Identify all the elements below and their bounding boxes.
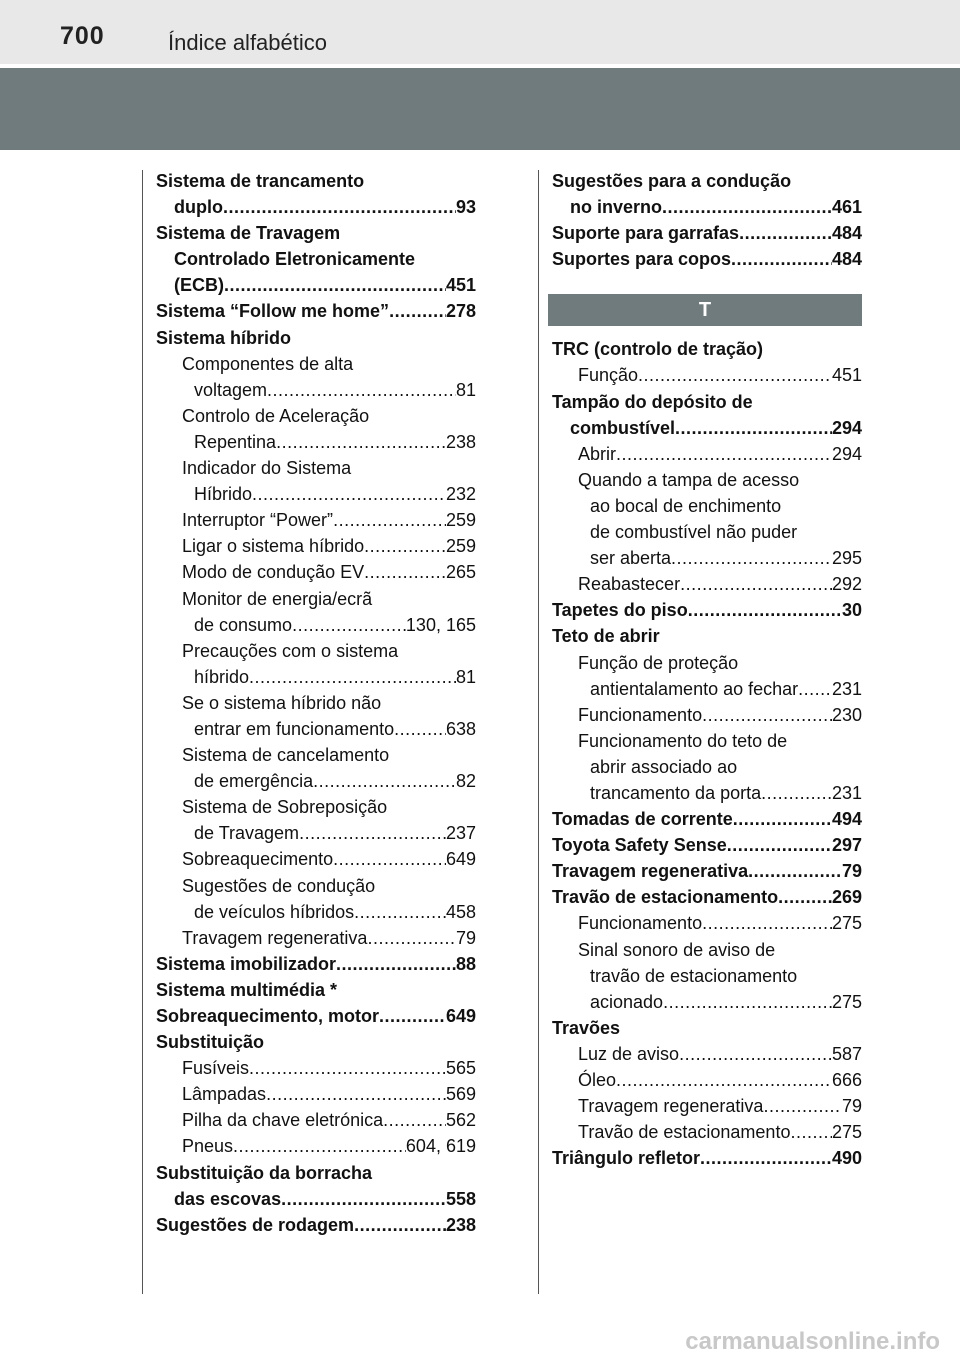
index-entry-label: Sistema de cancelamento <box>182 745 390 766</box>
index-entry-label: Abrir <box>578 443 617 464</box>
index-entry-page: 265 <box>445 562 476 583</box>
index-entry <box>552 650 862 676</box>
index-entry <box>552 623 862 649</box>
dot-leader <box>688 597 842 623</box>
index-entry-label: das escovas <box>174 1188 282 1209</box>
index-entry-page: 292 <box>831 574 862 595</box>
index-entry-label: abrir associado ao <box>590 756 738 777</box>
index-entry-page: 275 <box>831 1122 862 1143</box>
index-entry <box>156 194 476 220</box>
index-entry <box>156 846 476 872</box>
index-entry <box>156 1160 476 1186</box>
index-entry-label: TRC (controlo de tração) <box>552 339 764 360</box>
dot-leader <box>702 702 832 728</box>
index-entry-page: 569 <box>445 1084 476 1105</box>
dot-leader <box>249 664 456 690</box>
dot-leader <box>638 362 832 388</box>
dot-leader <box>748 858 842 884</box>
index-entry-label: Funcionamento do teto de <box>578 730 788 751</box>
middle-rule <box>538 170 539 1294</box>
index-entry-page: 297 <box>831 835 862 856</box>
dot-leader <box>731 246 832 272</box>
index-entry <box>156 351 476 377</box>
index-entry <box>552 832 862 858</box>
dot-leader <box>233 1133 406 1159</box>
index-entry-label: Função de proteção <box>578 652 739 673</box>
dot-leader <box>336 951 456 977</box>
dot-leader <box>252 481 446 507</box>
index-entry <box>156 533 476 559</box>
index-entry <box>156 246 476 272</box>
dot-leader <box>367 925 456 951</box>
index-entry-label: Sinal sonoro de aviso de <box>578 939 776 960</box>
index-entry-page: 294 <box>831 443 862 464</box>
index-entry <box>156 1133 476 1159</box>
index-entry-page: 638 <box>445 718 476 739</box>
dot-leader <box>663 989 832 1015</box>
dot-leader <box>223 194 456 220</box>
index-entry-page: 30 <box>841 600 862 621</box>
index-entry-label: Sugestões de rodagem <box>156 1214 355 1235</box>
index-entry-label: travão de estacionamento <box>590 965 798 986</box>
index-entry-label: Quando a tampa de acesso <box>578 469 800 490</box>
index-entry-page: 587 <box>831 1043 862 1064</box>
index-entry-label: Suporte para garrafas <box>552 223 740 244</box>
dot-leader <box>313 768 456 794</box>
index-entry-label: Repentina <box>194 431 277 452</box>
index-entry <box>552 545 862 571</box>
dot-leader <box>379 1003 446 1029</box>
dot-leader <box>364 533 446 559</box>
index-entry-page: 558 <box>445 1188 476 1209</box>
index-entry-page: 79 <box>841 861 862 882</box>
index-entry-page: 451 <box>445 275 476 296</box>
index-group-t <box>552 336 862 1171</box>
index-entry <box>156 820 476 846</box>
index-entry-label: Travagem regenerativa <box>578 1096 764 1117</box>
index-entry <box>552 168 862 194</box>
index-entry-label: Interruptor “Power” <box>182 510 334 531</box>
index-entry-page: 130, 165 <box>405 614 476 635</box>
index-entry <box>156 559 476 585</box>
index-entry-label: duplo <box>174 197 223 218</box>
index-entry-label: entrar em funcionamento <box>194 718 395 739</box>
index-entry <box>552 571 862 597</box>
index-entry-label: Tapetes do piso <box>552 600 688 621</box>
index-entry-page: 88 <box>455 953 476 974</box>
index-entry-page: 490 <box>831 1148 862 1169</box>
dot-leader <box>224 272 446 298</box>
index-entry-page: 275 <box>831 991 862 1012</box>
index-entry <box>552 519 862 545</box>
index-entry-page: 484 <box>831 249 862 270</box>
dot-leader <box>394 716 446 742</box>
index-entry-label: Sistema de Sobreposição <box>182 797 388 818</box>
index-entry <box>156 664 476 690</box>
index-entry-label: de combustível não puder <box>590 522 798 543</box>
index-column-right <box>552 168 862 1171</box>
index-entry-label: ao bocal de enchimento <box>590 495 782 516</box>
index-entry-label: de veículos híbridos <box>194 901 355 922</box>
index-entry-label: Toyota Safety Sense <box>552 835 727 856</box>
index-entry <box>552 389 862 415</box>
dot-leader <box>798 676 832 702</box>
index-entry-page: 79 <box>455 927 476 948</box>
index-entry-label: Componentes de alta <box>182 353 354 374</box>
index-entry-label: Reabastecer <box>578 574 681 595</box>
index-entry <box>156 716 476 742</box>
index-entry <box>552 362 862 388</box>
index-entry-label: de Travagem <box>194 823 300 844</box>
index-entry-page: 484 <box>831 223 862 244</box>
dot-leader <box>354 899 446 925</box>
index-entry-label: Pilha da chave eletrónica <box>182 1110 384 1131</box>
dot-leader <box>299 820 446 846</box>
page-number: 700 <box>60 22 105 50</box>
index-entry <box>156 1029 476 1055</box>
dot-leader <box>662 194 832 220</box>
index-entry-page: 230 <box>831 704 862 725</box>
header-band <box>0 68 960 150</box>
dot-leader <box>675 415 832 441</box>
dot-leader <box>702 910 832 936</box>
index-entry <box>156 873 476 899</box>
index-entry-label: Funcionamento <box>578 704 703 725</box>
index-entry-label: trancamento da porta <box>590 782 762 803</box>
dot-leader <box>679 1041 832 1067</box>
dot-leader <box>616 441 832 467</box>
index-entry-page: 294 <box>831 417 862 438</box>
index-entry-label: Sugestões de condução <box>182 875 376 896</box>
index-entry <box>552 597 862 623</box>
index-entry <box>156 1107 476 1133</box>
index-entry <box>552 780 862 806</box>
index-entry-label: Indicador do Sistema <box>182 458 352 479</box>
index-entry-label: no inverno <box>570 197 663 218</box>
index-entry-page: 259 <box>445 536 476 557</box>
index-entry <box>156 690 476 716</box>
dot-leader <box>333 507 446 533</box>
index-entry <box>552 702 862 728</box>
index-group-s <box>552 168 862 272</box>
dot-leader <box>680 571 832 597</box>
index-entry-label: Travagem regenerativa <box>182 927 368 948</box>
index-entry-label: Sugestões para a condução <box>552 171 792 191</box>
index-entry <box>552 728 862 754</box>
index-entry-label: Travão de estacionamento <box>578 1122 791 1143</box>
index-entry <box>156 429 476 455</box>
index-entry <box>552 415 862 441</box>
letter-heading: T <box>548 294 862 326</box>
index-entry-page: 269 <box>831 887 862 908</box>
index-entry-page: 494 <box>831 809 862 830</box>
index-entry <box>156 220 476 246</box>
index-entry-page: 666 <box>831 1070 862 1090</box>
index-entry-page: 81 <box>455 379 476 400</box>
index-entry-page: 451 <box>831 365 862 386</box>
index-entry-label: Substituição <box>156 1032 265 1053</box>
index-entry-page: 295 <box>831 548 862 569</box>
index-entry-label: Travagem regenerativa <box>552 861 749 882</box>
index-entry <box>552 989 862 1015</box>
index-entry <box>156 586 476 612</box>
dot-leader <box>761 780 832 806</box>
index-entry-label: Funcionamento <box>578 913 703 934</box>
dot-leader <box>266 1081 446 1107</box>
index-entry <box>156 403 476 429</box>
section-title: Índice alfabético <box>168 30 327 55</box>
index-entry <box>156 1055 476 1081</box>
left-rule <box>142 170 143 1294</box>
index-entry <box>552 220 862 246</box>
index-entry-label: Fusíveis <box>182 1058 250 1079</box>
index-entry <box>156 1003 476 1029</box>
index-entry-label: Sistema “Follow me home” <box>156 301 390 322</box>
index-entry <box>156 298 476 324</box>
dot-leader <box>292 612 406 638</box>
index-entry-label: Função <box>578 365 639 386</box>
index-entry-label: Pneus <box>182 1136 234 1157</box>
index-entry-label: Tampão do depósito de <box>552 391 753 412</box>
index-entry <box>552 937 862 963</box>
index-entry-page: 259 <box>445 510 476 531</box>
index-entry-label: Se o sistema híbrido não <box>182 692 382 713</box>
index-entry-page: 82 <box>455 771 476 792</box>
index-entry <box>552 493 862 519</box>
index-entry-label: (ECB) <box>174 275 224 296</box>
dot-leader <box>364 559 446 585</box>
index-entry-label: Controlado Eletronicamente <box>174 249 416 270</box>
index-entry <box>552 467 862 493</box>
index-column-left <box>156 168 476 1238</box>
index-entry <box>156 638 476 664</box>
dot-leader <box>739 220 832 246</box>
index-entry <box>156 925 476 951</box>
index-entry-label: Sistema de trancamento <box>156 171 365 191</box>
dot-leader <box>700 1145 832 1171</box>
index-entry <box>552 1119 862 1145</box>
index-entry <box>156 168 476 194</box>
index-entry <box>156 1186 476 1212</box>
index-entry-page: 275 <box>831 913 862 934</box>
index-entry-label: Lâmpadas <box>182 1084 267 1105</box>
dot-leader <box>727 832 832 858</box>
index-entry <box>552 336 862 362</box>
index-entry <box>156 951 476 977</box>
index-entry-label: Sistema imobilizador <box>156 953 337 974</box>
index-entry <box>552 858 862 884</box>
index-entry-label: Sistema multimédia * <box>156 979 338 1000</box>
index-entry <box>552 1041 862 1067</box>
index-entry <box>552 1015 862 1041</box>
index-entry <box>156 1081 476 1107</box>
index-entry-page: 461 <box>831 197 862 218</box>
index-entry-label: híbrido <box>194 666 250 687</box>
index-entry-label: antientalamento ao fechar <box>590 678 799 699</box>
index-entry <box>156 455 476 481</box>
dot-leader <box>763 1093 842 1119</box>
dot-leader <box>733 806 832 832</box>
index-entry-page: 93 <box>455 197 476 218</box>
index-entry <box>552 676 862 702</box>
dot-leader <box>616 1067 832 1093</box>
index-entry-page: 237 <box>445 823 476 844</box>
index-entry-page: 649 <box>445 1006 476 1026</box>
index-entry-page: 81 <box>455 666 476 687</box>
index-entry-label: de consumo <box>194 614 293 635</box>
index-entry-page: 231 <box>831 782 862 803</box>
index-entry-page: 79 <box>841 1096 862 1117</box>
index-entry-label: de emergência <box>194 771 314 792</box>
index-entry-label: voltagem <box>194 379 268 400</box>
index-entry-label: Tomadas de corrente <box>552 809 733 830</box>
index-entry <box>552 1067 862 1093</box>
index-entry <box>552 884 862 910</box>
index-entry <box>156 742 476 768</box>
dot-leader <box>333 846 446 872</box>
index-entry-page: 458 <box>445 901 476 922</box>
index-entry <box>156 977 476 1003</box>
index-entry <box>552 806 862 832</box>
index-entry-page: 232 <box>445 484 476 505</box>
index-entry <box>156 1212 476 1238</box>
index-entry-label: Precauções com o sistema <box>182 640 399 661</box>
index-entry <box>552 1145 862 1171</box>
index-entry-label: Sistema de Travagem <box>156 223 341 244</box>
watermark: carmanualsonline.info <box>685 1328 940 1355</box>
index-entry-page: 565 <box>445 1058 476 1079</box>
index-entry <box>156 377 476 403</box>
index-entry <box>552 963 862 989</box>
index-entry-page: 604, 619 <box>405 1136 476 1157</box>
dot-leader <box>383 1107 446 1133</box>
dot-leader <box>354 1212 446 1238</box>
dot-leader <box>276 429 446 455</box>
index-entry-label: Ligar o sistema híbrido <box>182 536 365 557</box>
index-entry <box>552 246 862 272</box>
index-entry-page: 238 <box>445 1214 476 1235</box>
index-entry <box>552 441 862 467</box>
index-entry <box>156 507 476 533</box>
index-entry-label: Luz de aviso <box>578 1043 680 1064</box>
index-entry-label: Sistema híbrido <box>156 327 292 348</box>
dot-leader <box>671 545 832 571</box>
index-entry-label: Híbrido <box>194 484 253 505</box>
dot-leader <box>281 1186 446 1212</box>
index-entry <box>552 194 862 220</box>
index-entry <box>156 325 476 351</box>
index-entry-label: ser aberta <box>590 548 672 569</box>
index-entry-page: 562 <box>445 1110 476 1131</box>
index-entry <box>552 754 862 780</box>
index-entry <box>156 768 476 794</box>
index-entry <box>156 481 476 507</box>
index-entry-label: Teto de abrir <box>552 626 660 647</box>
index-entry-label: Substituição da borracha <box>156 1162 373 1183</box>
dot-leader <box>778 884 832 910</box>
index-entry-page: 278 <box>445 301 476 322</box>
index-entry-page: 649 <box>445 849 476 870</box>
index-entry <box>156 899 476 925</box>
index-entry-label: acionado <box>590 991 664 1012</box>
index-entry-label: Óleo <box>578 1070 617 1090</box>
index-entry-label: Monitor de energia/ecrã <box>182 588 373 609</box>
index-entry <box>552 1093 862 1119</box>
index-entry <box>156 612 476 638</box>
index-entry <box>156 794 476 820</box>
index-entry <box>552 910 862 936</box>
index-entry-label: Modo de condução EV <box>182 562 365 583</box>
index-entry-label: Controlo de Aceleração <box>182 405 370 426</box>
dot-leader <box>790 1119 831 1145</box>
index-entry-label: Travões <box>552 1017 621 1038</box>
dot-leader <box>267 377 456 403</box>
header-bar <box>0 0 960 64</box>
dot-leader <box>249 1055 446 1081</box>
index-entry-page: 238 <box>445 431 476 452</box>
index-entry-label: combustível <box>570 417 676 438</box>
dot-leader <box>389 298 446 324</box>
index-entry-label: Suportes para copos <box>552 249 732 270</box>
index-entry-page: 231 <box>831 678 862 699</box>
index-entry <box>156 272 476 298</box>
index-entry-label: Travão de estacionamento <box>552 887 779 908</box>
index-entry-label: Sobreaquecimento, motor <box>156 1006 380 1026</box>
index-entry-label: Triângulo refletor <box>552 1148 701 1169</box>
index-entry-label: Sobreaquecimento <box>182 849 334 870</box>
